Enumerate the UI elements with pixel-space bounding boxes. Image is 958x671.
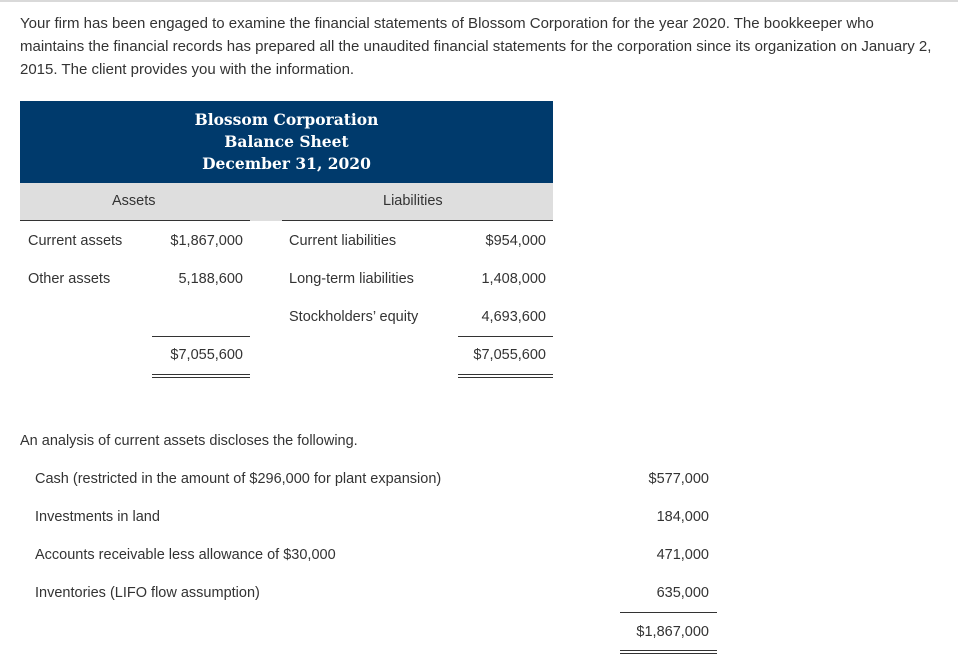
assets-total-double-rule (152, 374, 250, 378)
liability-value: 4,693,600 (481, 309, 546, 325)
asset-value: $1,867,000 (170, 233, 243, 249)
analysis-intro: An analysis of current assets discloses the following. (20, 433, 358, 449)
liability-label: Stockholders’ equity (289, 309, 419, 325)
assets-total-rule (152, 336, 250, 337)
asset-value: 5,188,600 (178, 271, 243, 287)
top-divider (0, 0, 958, 2)
intro-paragraph: Your firm has been engaged to examine the financial statements of Blossom Corporation for the year 2020. The bookkeeper who maintains the financial records has prepared all the unaudited financial statements for the corporation since its organization on January 2, 2015. The client provides you with the information. (20, 15, 932, 78)
liabilities-header-rule (282, 220, 553, 221)
asset-label: Current assets (28, 233, 123, 249)
liabilities-header: Liabilities (383, 193, 443, 209)
analysis-item-value: 184,000 (656, 509, 709, 525)
liability-value: $954,000 (485, 233, 546, 249)
analysis-item-value: 635,000 (656, 585, 709, 601)
balance-sheet-title-block (20, 101, 553, 183)
assets-header: Assets (112, 193, 156, 209)
liability-label: Long-term liabilities (289, 271, 414, 287)
analysis-total-rule (620, 612, 717, 613)
analysis-item-label: Inventories (LIFO flow assumption) (35, 585, 260, 601)
liabilities-total-rule (458, 336, 553, 337)
analysis-item-label: Accounts receivable less allowance of $30,000 (35, 547, 336, 563)
statement-date: December 31, 2020 (202, 154, 371, 173)
analysis-total: $1,867,000 (636, 624, 709, 640)
statement-name: Balance Sheet (224, 132, 349, 151)
company-name: Blossom Corporation (194, 110, 379, 129)
liabilities-total-double-rule (458, 374, 553, 378)
analysis-item-value: $577,000 (648, 471, 709, 487)
liabilities-total: $7,055,600 (473, 347, 546, 363)
assets-total: $7,055,600 (170, 347, 243, 363)
analysis-total-double-rule (620, 650, 717, 654)
analysis-item-label: Cash (restricted in the amount of $296,000 for plant expansion) (35, 471, 442, 487)
assets-header-rule (20, 220, 250, 221)
asset-label: Other assets (28, 271, 111, 287)
liability-value: 1,408,000 (481, 271, 546, 287)
column-header-band (20, 183, 553, 221)
liability-label: Current liabilities (289, 233, 397, 249)
analysis-item-label: Investments in land (35, 509, 160, 525)
analysis-item-value: 471,000 (656, 547, 709, 563)
